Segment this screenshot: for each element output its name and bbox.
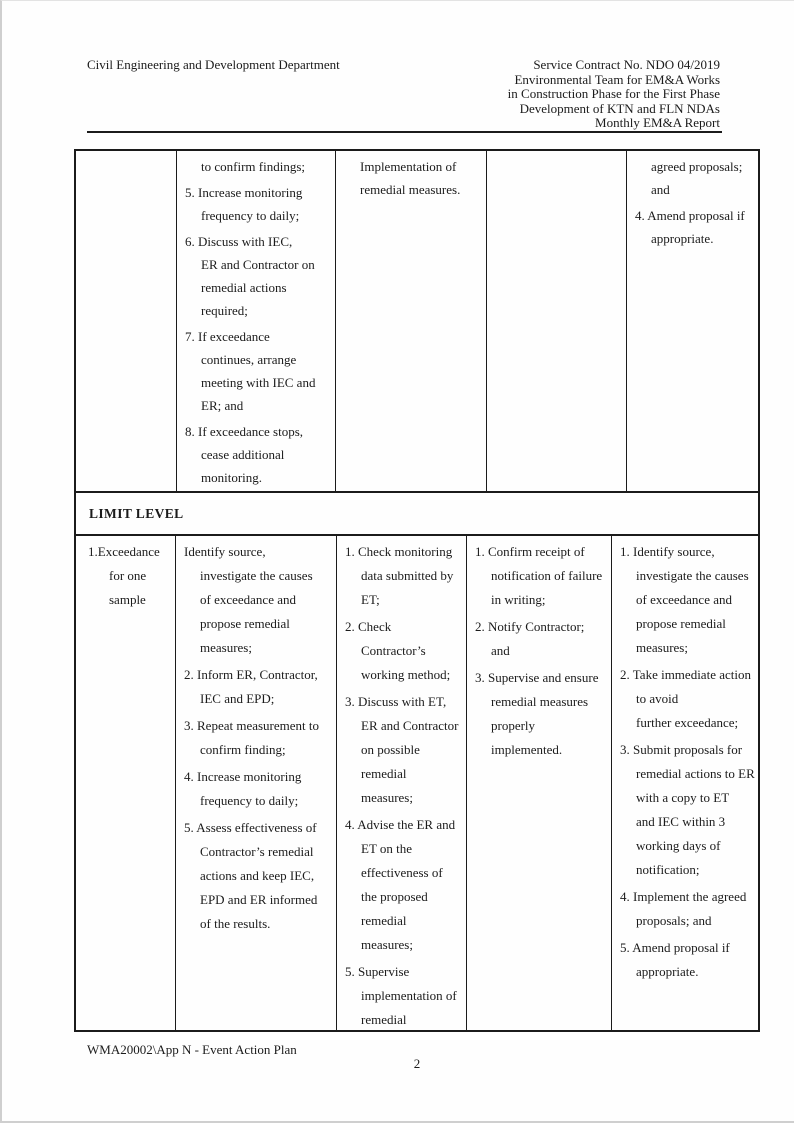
text-line: for one xyxy=(109,568,147,583)
list-item xyxy=(345,813,464,957)
text-line: and xyxy=(491,643,510,658)
header-department: Civil Engineering and Development Department xyxy=(87,57,340,72)
text-line: agreed proposals; xyxy=(651,159,743,174)
text-line: ER; and xyxy=(201,398,244,413)
text-line: confirm finding; xyxy=(200,742,286,757)
list-item xyxy=(345,540,464,612)
header-line: Service Contract No. NDO 04/2019 xyxy=(533,57,720,72)
table-cell xyxy=(76,151,177,491)
text-line: 5. Supervise xyxy=(345,964,410,979)
list-item xyxy=(345,960,464,1030)
text-line: Implementation of xyxy=(360,159,457,174)
text-line: 5. Increase monitoring xyxy=(185,185,303,200)
text-line: sample xyxy=(109,592,146,607)
text-line: investigate the causes xyxy=(636,568,749,583)
list-item xyxy=(185,181,333,227)
list-item xyxy=(185,420,333,489)
text-line: 4. Amend proposal if xyxy=(635,208,745,223)
action-level-continued-section xyxy=(76,151,758,491)
text-line: working days of xyxy=(636,838,721,853)
text-line: data submitted by xyxy=(361,568,454,583)
text-line: propose remedial xyxy=(200,616,290,631)
text-line: measures; xyxy=(200,640,252,655)
event-action-plan-table xyxy=(74,149,760,1032)
text-line: 1. Confirm receipt of xyxy=(475,544,585,559)
text-line: implementation of xyxy=(361,988,457,1003)
text-line: 1. Check monitoring xyxy=(345,544,453,559)
text-line: 2. Inform ER, Contractor, xyxy=(184,667,318,682)
text-line: measures; xyxy=(361,937,413,952)
text-line: 1.Exceedance xyxy=(88,544,160,559)
text-line: monitoring. xyxy=(201,470,263,485)
text-line: 1. Identify source, xyxy=(620,544,715,559)
list-item xyxy=(620,540,756,660)
list-item xyxy=(184,816,334,936)
text-line: remedial xyxy=(361,913,407,928)
list-item xyxy=(88,540,173,612)
text-line: and xyxy=(651,182,670,197)
text-line: 4. Implement the agreed xyxy=(620,889,747,904)
text-line: Identify source, xyxy=(184,544,266,559)
text-line: of exceedance and xyxy=(636,592,732,607)
text-line: properly xyxy=(491,718,536,733)
text-line: to avoid xyxy=(636,691,679,706)
text-line: effectiveness of xyxy=(361,865,443,880)
list-item xyxy=(185,325,333,417)
list-item xyxy=(475,540,609,612)
text-line: frequency to daily; xyxy=(200,793,299,808)
list-item xyxy=(345,690,464,810)
text-line: remedial actions to ER xyxy=(636,766,755,781)
list-item xyxy=(635,204,756,250)
list-item xyxy=(635,155,756,201)
limit-level-label: LIMIT LEVEL xyxy=(89,505,184,521)
text-line: with a copy to ET xyxy=(636,790,730,805)
text-line: ER and Contractor on xyxy=(201,257,315,272)
text-line: remedial xyxy=(361,1012,407,1027)
page-number: 2 xyxy=(413,1056,421,1071)
text-line: propose remedial xyxy=(636,616,726,631)
table-cell xyxy=(487,151,627,491)
header-rule xyxy=(87,131,722,133)
text-line: 2. Check xyxy=(345,619,392,634)
text-line: 7. If exceedance xyxy=(185,329,270,344)
table-cell xyxy=(336,151,487,491)
text-line: remedial xyxy=(361,766,407,781)
text-line: notification; xyxy=(636,862,700,877)
header-line: in Construction Phase for the First Phase xyxy=(507,86,720,102)
table-cell xyxy=(612,536,758,1030)
text-line: ER and Contractor xyxy=(361,718,459,733)
text-line: on possible xyxy=(361,742,420,757)
list-item xyxy=(184,765,334,813)
list-item xyxy=(185,230,333,322)
table-cell xyxy=(76,536,176,1030)
text-line: appropriate. xyxy=(636,964,699,979)
text-line: 6. Discuss with IEC, xyxy=(185,234,293,249)
list-item xyxy=(184,663,334,711)
table-cell xyxy=(337,536,467,1030)
text-line: remedial measures xyxy=(491,694,589,709)
list-item xyxy=(475,615,609,663)
table-cell xyxy=(467,536,612,1030)
text-line: to confirm findings; xyxy=(201,159,305,174)
text-line: EPD and ER informed xyxy=(200,892,318,907)
header-line: Monthly EM&A Report xyxy=(595,115,720,131)
text-line: 8. If exceedance stops, xyxy=(185,424,304,439)
text-line: 3. Discuss with ET, xyxy=(345,694,447,709)
text-line: implemented. xyxy=(491,742,563,757)
header-line: Development of KTN and FLN NDAs xyxy=(519,100,720,116)
list-item xyxy=(620,885,756,933)
limit-level-row xyxy=(76,491,758,536)
text-line: actions and keep IEC, xyxy=(200,868,315,883)
text-line: remedial measures. xyxy=(360,182,461,197)
text-line: cease additional xyxy=(201,447,285,462)
text-line: the proposed xyxy=(361,889,428,904)
text-line: required; xyxy=(201,303,248,318)
text-line: 3. Supervise and ensure xyxy=(475,670,599,685)
text-line: frequency to daily; xyxy=(201,208,300,223)
list-item xyxy=(345,615,464,687)
text-line: investigate the causes xyxy=(200,568,313,583)
list-item xyxy=(620,936,756,984)
text-line: measures; xyxy=(361,790,413,805)
text-line: 3. Submit proposals for xyxy=(620,742,743,757)
text-line: of the results. xyxy=(200,916,271,931)
text-line: ET; xyxy=(361,592,380,607)
text-line: in writing; xyxy=(491,592,546,607)
text-line: further exceedance; xyxy=(636,715,739,730)
header-line: Environmental Team for EM&A Works xyxy=(514,71,720,87)
list-item xyxy=(184,540,334,660)
text-line: appropriate. xyxy=(651,231,714,246)
text-line: IEC and EPD; xyxy=(200,691,275,706)
text-line: 5. Amend proposal if xyxy=(620,940,730,955)
table-cell xyxy=(177,151,336,491)
list-item xyxy=(620,738,756,882)
list-item xyxy=(620,663,756,735)
text-line: proposals; and xyxy=(636,913,712,928)
text-line: continues, arrange xyxy=(201,352,297,367)
text-line: meeting with IEC and xyxy=(201,375,316,390)
footer-document-ref: WMA20002\App N - Event Action Plan xyxy=(87,1042,297,1057)
text-line: remedial actions xyxy=(201,280,287,295)
header-contract-info xyxy=(508,58,720,131)
list-item xyxy=(184,714,334,762)
limit-level-section xyxy=(76,536,758,1030)
text-line: 2. Notify Contractor; xyxy=(475,619,585,634)
list-item xyxy=(344,155,484,201)
text-line: notification of failure xyxy=(491,568,603,583)
list-item xyxy=(185,155,333,178)
text-line: 3. Repeat measurement to xyxy=(184,718,320,733)
text-line: of exceedance and xyxy=(200,592,296,607)
text-line: 4. Increase monitoring xyxy=(184,769,302,784)
text-line: and IEC within 3 xyxy=(636,814,726,829)
table-cell xyxy=(627,151,758,491)
text-line: 2. Take immediate action xyxy=(620,667,751,682)
text-line: 5. Assess effectiveness of xyxy=(184,820,317,835)
text-line: working method; xyxy=(361,667,451,682)
text-line: ET on the xyxy=(361,841,413,856)
table-cell xyxy=(176,536,337,1030)
text-line: measures; xyxy=(636,640,688,655)
text-line: Contractor’s remedial xyxy=(200,844,314,859)
text-line: 4. Advise the ER and xyxy=(345,817,456,832)
text-line: Contractor’s xyxy=(361,643,426,658)
list-item xyxy=(475,666,609,762)
